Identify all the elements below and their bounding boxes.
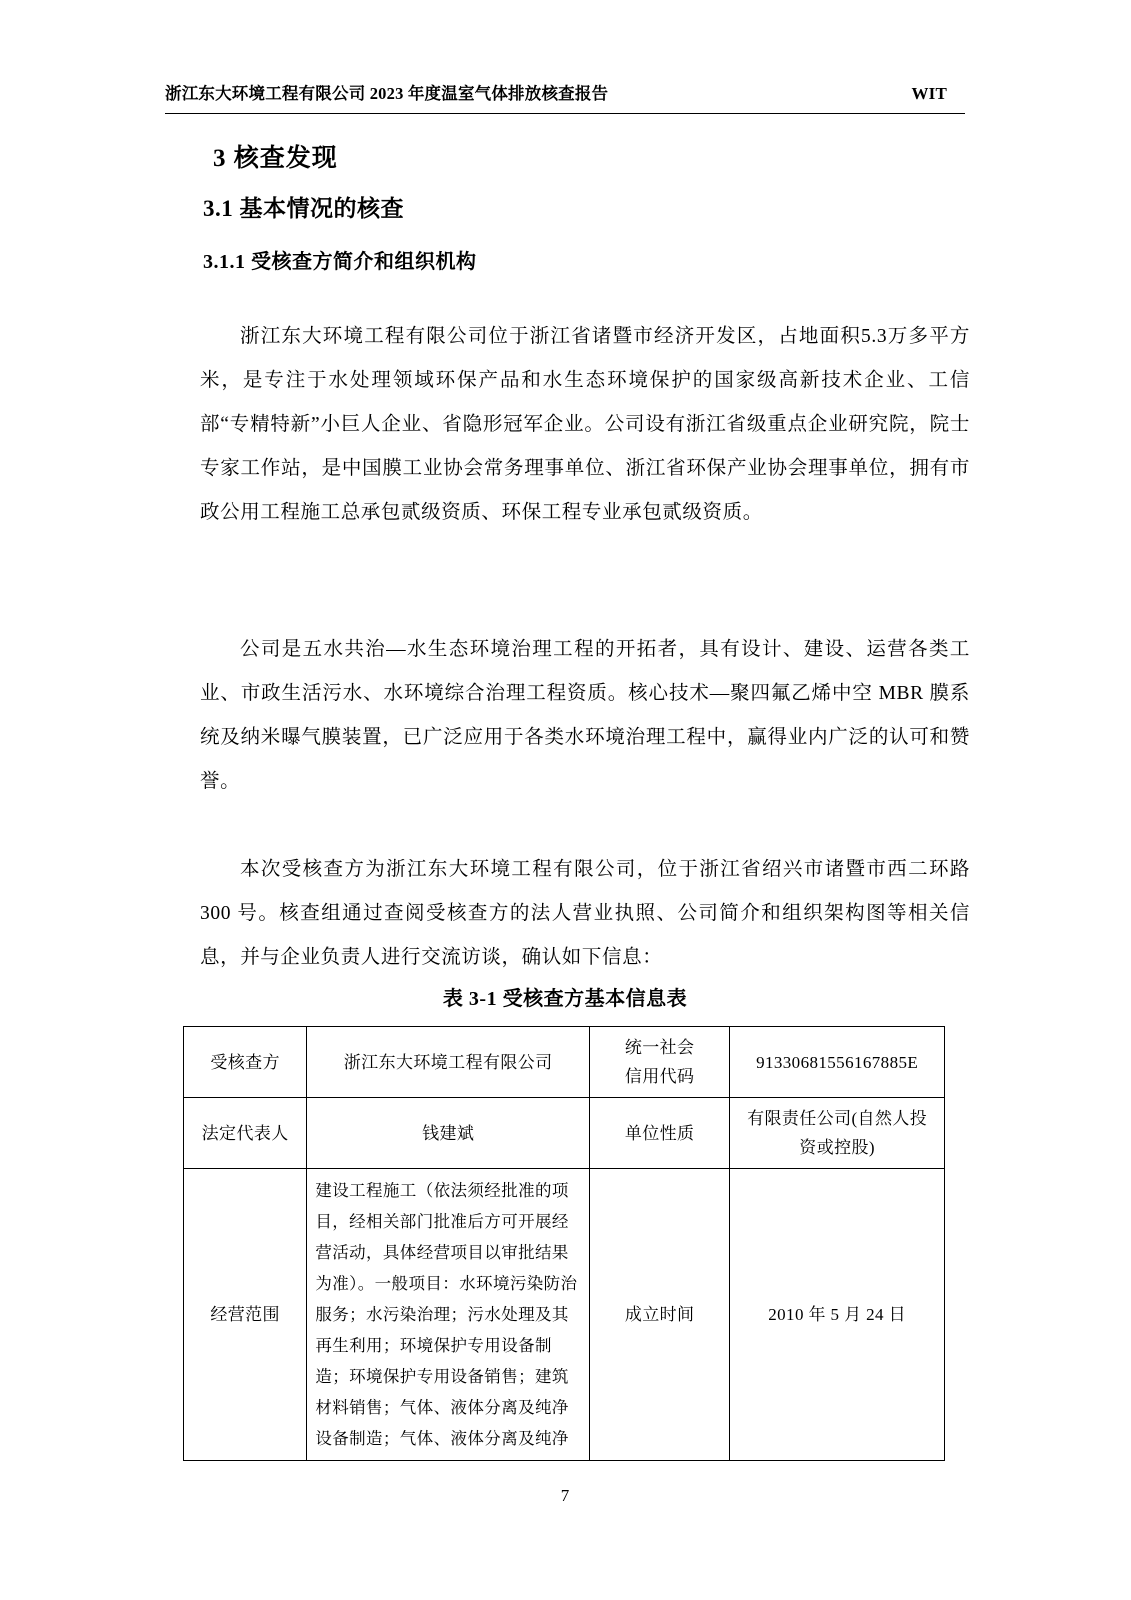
- page-content: [165, 0, 970, 1600]
- header-logo-text: WIT: [911, 84, 947, 103]
- table-row: [184, 1169, 945, 1461]
- table-row: [184, 1027, 945, 1098]
- subsubsection-heading: 3.1.1 受核查方简介和组织机构: [203, 251, 477, 273]
- value-line-1: 有限责任公司(自然人投: [747, 1109, 928, 1128]
- row-value-credit-code: 91330681556167885E: [730, 1027, 945, 1098]
- subsection-heading: 3.1 基本情况的核查: [203, 196, 404, 221]
- running-header: [165, 80, 965, 104]
- row-value-entity: 浙江东大环境工程有限公司: [307, 1027, 590, 1098]
- section-heading: 3 核查发现: [213, 145, 338, 172]
- page-number: 7: [560, 1486, 570, 1505]
- header-divider: [165, 113, 965, 114]
- row-value-legal-rep: 钱建斌: [307, 1098, 590, 1169]
- paragraph-technology: 公司是五水共治—水生态环境治理工程的开拓者，具有设计、建设、运营各类工业、市政生活污水、水环境综合治理工程资质。核心技术—聚四氟乙烯中空 MBR 膜系统及纳米曝气膜装置，已广泛应用于各类水环境治理工程中，赢得业内广泛的认可和赞誉。: [200, 638, 970, 792]
- row-label-legal-rep: 法定代表人: [184, 1098, 307, 1169]
- row-value-business-scope: 建设工程施工（依法须经批准的项目，经相关部门批准后方可开展经营活动，具体经营项目以审批结果为准）。一般项目：水环境污染防治服务；水污染治理；污水处理及其再生利用；环境保护专用设备制造；环境保护专用设备销售；建筑材料销售；气体、液体分离及纯净设备制造；气体、液体分离及纯净: [307, 1169, 590, 1461]
- row-label-entity-type: 单位性质: [590, 1098, 730, 1169]
- header-title: 浙江东大环境工程有限公司 2023 年度温室气体排放核查报告: [165, 84, 609, 103]
- paragraph-verification-target: 本次受核查方为浙江东大环境工程有限公司，位于浙江省绍兴市诸暨市西二环路 300 号。核查组通过查阅受核查方的法人营业执照、公司简介和组织架构图等相关信息，并与企业负责人进行交流访谈，确认如下信息：: [200, 858, 970, 968]
- label-line-1: 统一社会: [624, 1038, 695, 1057]
- basic-info-table: [183, 1026, 945, 1461]
- paragraph-company-intro: 浙江东大环境工程有限公司位于浙江省诸暨市经济开发区，占地面积5.3万多平方米，是专注于水处理领域环保产品和水生态环境保护的国家级高新技术企业、工信部“专精特新”小巨人企业、省隐形冠军企业。公司设有浙江省级重点企业研究院，院士专家工作站，是中国膜工业协会常务理事单位、浙江省环保产业协会理事单位，拥有市政公用工程施工总承包贰级资质、环保工程专业承包贰级资质。: [200, 325, 970, 523]
- label-line-2: 信用代码: [624, 1067, 695, 1086]
- table-caption: 表 3-1 受核查方基本信息表: [442, 988, 688, 1010]
- value-line-2: 资或控股): [799, 1138, 875, 1157]
- row-value-established-date: 2010 年 5 月 24 日: [730, 1169, 945, 1461]
- row-label-entity: 受核查方: [184, 1027, 307, 1098]
- row-label-established-date: 成立时间: [590, 1169, 730, 1461]
- row-label-credit-code: [590, 1027, 730, 1098]
- row-label-business-scope: 经营范围: [184, 1169, 307, 1461]
- row-value-entity-type: [730, 1098, 945, 1169]
- table-row: [184, 1098, 945, 1169]
